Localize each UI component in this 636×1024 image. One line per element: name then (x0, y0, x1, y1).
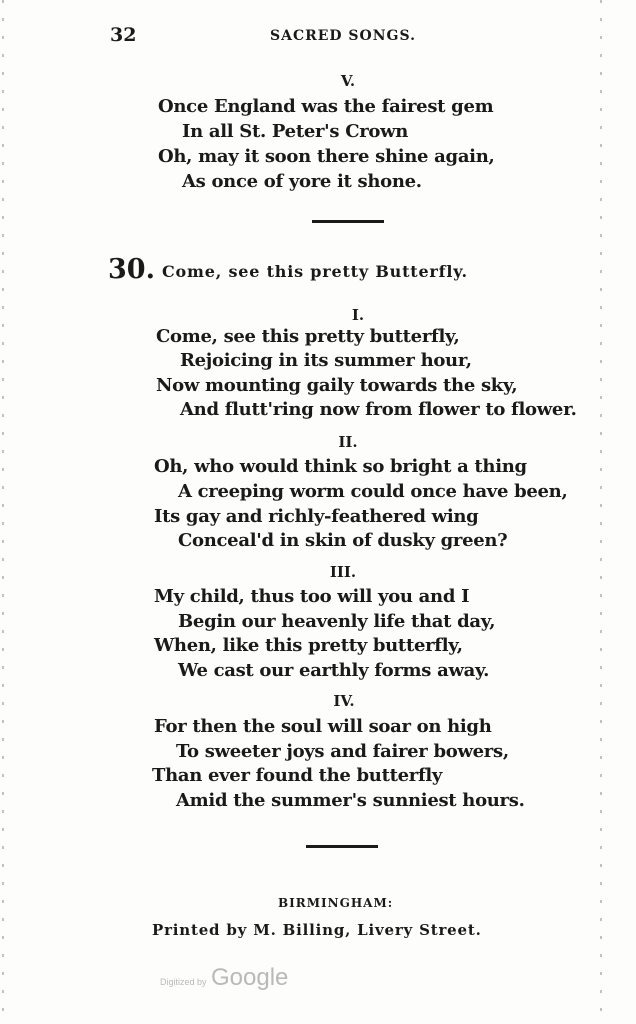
verse-line: A creeping worm could once have been, (178, 481, 568, 502)
verse-line: For then the soul will soar on high (154, 716, 492, 737)
left-page-edge (2, 0, 4, 1024)
verse-line: And flutt'ring now from flower to flower. (180, 399, 577, 420)
verse-line: Amid the summer's sunniest hours. (176, 790, 525, 811)
verse-line: Now mounting gaily towards the sky, (156, 375, 518, 396)
watermark-prefix: Digitized by (160, 977, 207, 987)
verse-line: Once England was the fairest gem (158, 96, 494, 117)
verse-line: We cast our earthly forms away. (178, 660, 490, 681)
page-number: 32 (110, 24, 137, 46)
song-number: 30. (108, 254, 155, 285)
verse-line: Than ever found the butterfly (152, 765, 443, 786)
stanza-label-iii: III. (329, 563, 357, 581)
verse-line: Rejoicing in its summer hour, (180, 350, 472, 371)
imprint-printer: Printed by M. Billing, Livery Street. (152, 921, 482, 939)
stanza-label-i: I. (351, 306, 365, 324)
verse-line: Conceal'd in skin of dusky green? (178, 530, 508, 551)
verse-line: Begin our heavenly life that day, (178, 611, 496, 632)
song-title: Come, see this pretty Butterfly. (162, 262, 468, 281)
imprint-city: BIRMINGHAM: (278, 896, 394, 910)
verse-line: In all St. Peter's Crown (182, 121, 409, 142)
verse-line: My child, thus too will you and I (154, 586, 470, 607)
stanza-label-iv: IV. (333, 692, 355, 710)
watermark-brand: Google (210, 964, 289, 991)
stanza-label-ii: II. (338, 433, 358, 451)
verse-line: Oh, who would think so bright a thing (154, 456, 527, 477)
running-title: SACRED SONGS. (270, 28, 416, 44)
verse-line: As once of yore it shone. (182, 171, 422, 192)
right-page-edge (600, 0, 602, 1024)
verse-line: To sweeter joys and fairer bowers, (176, 741, 509, 762)
section-divider (306, 845, 378, 848)
stanza-label-v: V. (340, 72, 356, 90)
google-watermark (160, 964, 288, 992)
verse-line: Come, see this pretty butterfly, (156, 326, 460, 347)
section-divider (312, 220, 384, 223)
verse-line: Its gay and richly-feathered wing (154, 506, 479, 527)
verse-line: Oh, may it soon there shine again, (158, 146, 495, 167)
verse-line: When, like this pretty butterfly, (154, 635, 463, 656)
